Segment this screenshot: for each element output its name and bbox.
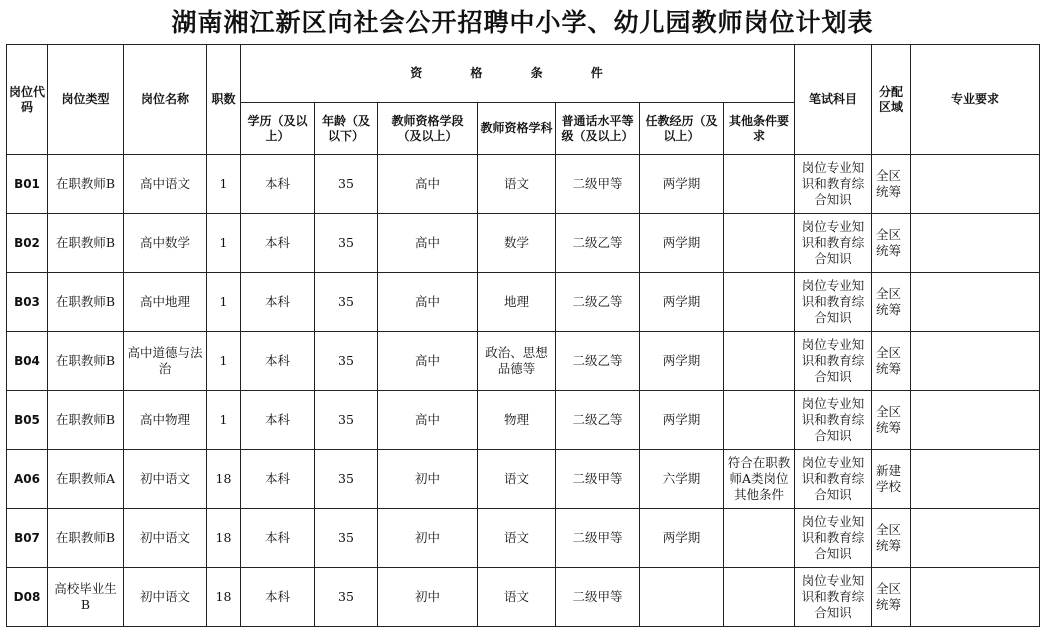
header-code: 岗位代码 — [7, 45, 48, 155]
cell-cert-subject: 物理 — [478, 391, 556, 450]
cell-education: 本科 — [241, 568, 315, 627]
cell-major — [911, 568, 1040, 627]
cell-name: 高中数学 — [124, 214, 207, 273]
table-row — [7, 450, 1040, 509]
header-region: 分配区域 — [872, 45, 911, 155]
cell-mandarin: 二级乙等 — [556, 214, 640, 273]
cell-name: 初中语文 — [124, 450, 207, 509]
cell-type: 在职教师B — [48, 332, 124, 391]
cell-experience: 两学期 — [640, 273, 724, 332]
cell-code: B07 — [7, 509, 48, 568]
cell-mandarin: 二级甲等 — [556, 568, 640, 627]
cell-other — [724, 391, 795, 450]
cell-type: 在职教师B — [48, 391, 124, 450]
cell-cert-level: 初中 — [378, 450, 478, 509]
cell-count: 18 — [207, 509, 241, 568]
header-cert-level: 教师资格学段（及以上） — [378, 103, 478, 155]
cell-education: 本科 — [241, 391, 315, 450]
cell-exam: 岗位专业知识和教育综合知识 — [795, 568, 872, 627]
cell-count: 1 — [207, 214, 241, 273]
cell-type: 在职教师B — [48, 214, 124, 273]
cell-count: 1 — [207, 273, 241, 332]
cell-education: 本科 — [241, 155, 315, 214]
cell-code: A06 — [7, 450, 48, 509]
table-header — [7, 45, 1040, 155]
cell-cert-subject: 数学 — [478, 214, 556, 273]
cell-mandarin: 二级甲等 — [556, 509, 640, 568]
header-education: 学历（及以上） — [241, 103, 315, 155]
cell-education: 本科 — [241, 332, 315, 391]
cell-cert-level: 高中 — [378, 273, 478, 332]
cell-age: 35 — [315, 155, 378, 214]
table-body — [7, 155, 1040, 627]
cell-region: 全区统筹 — [872, 214, 911, 273]
cell-count: 18 — [207, 450, 241, 509]
table-row — [7, 214, 1040, 273]
cell-type: 在职教师B — [48, 155, 124, 214]
table-row — [7, 332, 1040, 391]
cell-experience: 六学期 — [640, 450, 724, 509]
cell-type: 在职教师A — [48, 450, 124, 509]
cell-age: 35 — [315, 568, 378, 627]
cell-exam: 岗位专业知识和教育综合知识 — [795, 332, 872, 391]
cell-exam: 岗位专业知识和教育综合知识 — [795, 273, 872, 332]
cell-region: 全区统筹 — [872, 155, 911, 214]
cell-count: 1 — [207, 155, 241, 214]
cell-name: 高中地理 — [124, 273, 207, 332]
cell-code: B05 — [7, 391, 48, 450]
cell-mandarin: 二级乙等 — [556, 391, 640, 450]
cell-major — [911, 450, 1040, 509]
cell-cert-subject: 语文 — [478, 155, 556, 214]
cell-cert-subject: 语文 — [478, 450, 556, 509]
cell-experience: 两学期 — [640, 155, 724, 214]
cell-education: 本科 — [241, 450, 315, 509]
cell-region: 全区统筹 — [872, 568, 911, 627]
cell-experience — [640, 568, 724, 627]
cell-region: 全区统筹 — [872, 509, 911, 568]
cell-other — [724, 155, 795, 214]
cell-type: 在职教师B — [48, 509, 124, 568]
cell-education: 本科 — [241, 214, 315, 273]
cell-major — [911, 509, 1040, 568]
cell-region: 全区统筹 — [872, 391, 911, 450]
cell-cert-subject: 政治、思想品德等 — [478, 332, 556, 391]
cell-age: 35 — [315, 391, 378, 450]
cell-age: 35 — [315, 214, 378, 273]
cell-age: 35 — [315, 509, 378, 568]
cell-type: 在职教师B — [48, 273, 124, 332]
cell-cert-subject: 地理 — [478, 273, 556, 332]
cell-education: 本科 — [241, 273, 315, 332]
cell-cert-level: 高中 — [378, 391, 478, 450]
document-title: 湖南湘江新区向社会公开招聘中小学、幼儿园教师岗位计划表 — [171, 8, 874, 37]
cell-cert-level: 初中 — [378, 568, 478, 627]
cell-experience: 两学期 — [640, 332, 724, 391]
cell-major — [911, 391, 1040, 450]
cell-other — [724, 568, 795, 627]
cell-cert-level: 初中 — [378, 509, 478, 568]
cell-mandarin: 二级甲等 — [556, 450, 640, 509]
table-row — [7, 273, 1040, 332]
header-mandarin: 普通话水平等级（及以上） — [556, 103, 640, 155]
cell-cert-level: 高中 — [378, 155, 478, 214]
header-qualifications: 资 格 条 件 — [241, 45, 795, 103]
cell-age: 35 — [315, 273, 378, 332]
header-type: 岗位类型 — [48, 45, 124, 155]
cell-code: B02 — [7, 214, 48, 273]
cell-name: 高中道德与法治 — [124, 332, 207, 391]
cell-major — [911, 155, 1040, 214]
cell-mandarin: 二级乙等 — [556, 273, 640, 332]
cell-experience: 两学期 — [640, 509, 724, 568]
cell-count: 1 — [207, 391, 241, 450]
table-row — [7, 568, 1040, 627]
cell-other — [724, 273, 795, 332]
cell-count: 18 — [207, 568, 241, 627]
cell-name: 高中物理 — [124, 391, 207, 450]
cell-mandarin: 二级甲等 — [556, 155, 640, 214]
table-row — [7, 509, 1040, 568]
cell-experience: 两学期 — [640, 214, 724, 273]
table-row — [7, 155, 1040, 214]
cell-name: 初中语文 — [124, 568, 207, 627]
cell-cert-subject: 语文 — [478, 568, 556, 627]
cell-age: 35 — [315, 332, 378, 391]
cell-other — [724, 332, 795, 391]
cell-experience: 两学期 — [640, 391, 724, 450]
header-age: 年龄（及以下） — [315, 103, 378, 155]
cell-major — [911, 273, 1040, 332]
cell-other — [724, 214, 795, 273]
table-row — [7, 391, 1040, 450]
header-cert-subject: 教师资格学科 — [478, 103, 556, 155]
cell-code: B01 — [7, 155, 48, 214]
cell-exam: 岗位专业知识和教育综合知识 — [795, 214, 872, 273]
cell-code: B03 — [7, 273, 48, 332]
header-major: 专业要求 — [911, 45, 1040, 155]
cell-exam: 岗位专业知识和教育综合知识 — [795, 450, 872, 509]
header-count: 职数 — [207, 45, 241, 155]
cell-code: B04 — [7, 332, 48, 391]
recruitment-plan-table — [6, 44, 1040, 627]
cell-type: 高校毕业生B — [48, 568, 124, 627]
cell-exam: 岗位专业知识和教育综合知识 — [795, 509, 872, 568]
cell-major — [911, 214, 1040, 273]
cell-code: D08 — [7, 568, 48, 627]
cell-name: 初中语文 — [124, 509, 207, 568]
cell-region: 全区统筹 — [872, 273, 911, 332]
cell-major — [911, 332, 1040, 391]
cell-cert-level: 高中 — [378, 214, 478, 273]
cell-exam: 岗位专业知识和教育综合知识 — [795, 155, 872, 214]
cell-cert-subject: 语文 — [478, 509, 556, 568]
header-other: 其他条件要求 — [724, 103, 795, 155]
cell-region: 新建学校 — [872, 450, 911, 509]
header-experience: 任教经历（及以上） — [640, 103, 724, 155]
cell-other: 符合在职教师A类岗位其他条件 — [724, 450, 795, 509]
cell-name: 高中语文 — [124, 155, 207, 214]
cell-count: 1 — [207, 332, 241, 391]
cell-exam: 岗位专业知识和教育综合知识 — [795, 391, 872, 450]
header-exam: 笔试科目 — [795, 45, 872, 155]
cell-mandarin: 二级乙等 — [556, 332, 640, 391]
header-name: 岗位名称 — [124, 45, 207, 155]
cell-education: 本科 — [241, 509, 315, 568]
cell-cert-level: 高中 — [378, 332, 478, 391]
cell-region: 全区统筹 — [872, 332, 911, 391]
cell-age: 35 — [315, 450, 378, 509]
cell-other — [724, 509, 795, 568]
